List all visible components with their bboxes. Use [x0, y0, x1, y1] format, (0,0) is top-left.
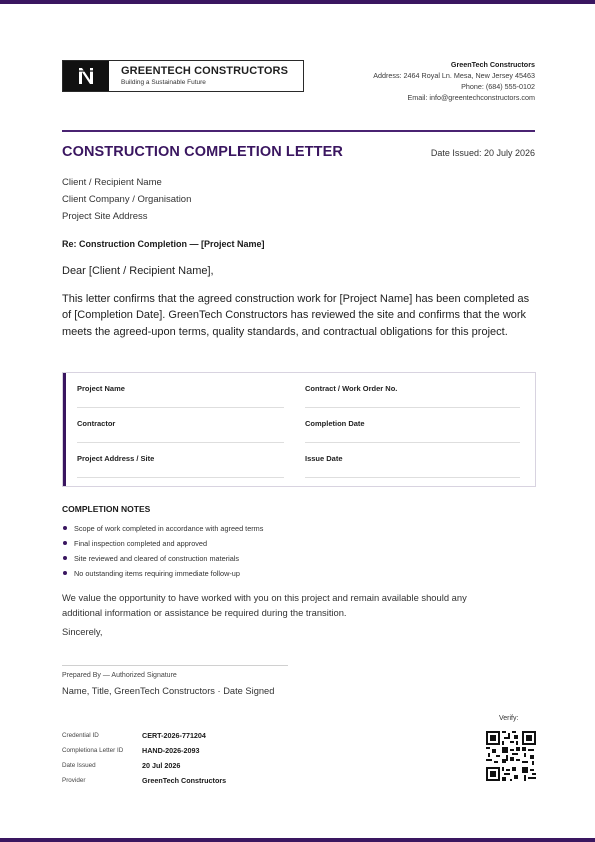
salutation: Dear [Client / Recipient Name],: [62, 265, 214, 277]
list-item: [62, 551, 263, 566]
signature-line: [62, 665, 288, 666]
contact-company-name: GreenTech Constructors: [450, 60, 535, 69]
company-tagline: Building a Sustainable Future: [121, 79, 206, 86]
credential-value: HAND-2026-2093: [142, 746, 200, 755]
field-label: Completion Date: [305, 419, 365, 428]
company-name-logo: GREENTECH CONSTRUCTORS: [121, 65, 289, 77]
field-label: Project Address / Site: [77, 454, 155, 463]
credential-value: CERT-2026-771204: [142, 731, 206, 740]
sign-off: Sincerely,: [62, 626, 103, 637]
document-title: CONSTRUCTION COMPLETION LETTER: [62, 144, 343, 160]
credential-key: Provider: [62, 777, 86, 784]
company-logo-block: [62, 60, 304, 92]
list-item: [62, 521, 263, 536]
credential-table: [62, 728, 226, 788]
top-accent-bar: [0, 0, 595, 4]
field-project-name: [77, 373, 284, 408]
completion-notes-list: [62, 521, 263, 581]
table-row: [62, 728, 226, 743]
credential-value: 20 Jul 2026: [142, 761, 181, 770]
signature-label: Prepared By — Authorized Signature: [62, 672, 177, 679]
qr-code-icon[interactable]: [486, 731, 536, 781]
credential-value: GreenTech Constructors: [142, 776, 227, 785]
header-divider: [62, 130, 535, 132]
field-completion-date: [305, 408, 520, 443]
note-text: No outstanding items requiring immediate follow-up: [74, 569, 240, 578]
bottom-accent-bar: [0, 838, 595, 842]
subject-line: Re: Construction Completion — [Project Name]: [62, 239, 265, 249]
recipient-company: Client Company / Organisation: [62, 194, 192, 205]
credential-key: Credential ID: [62, 732, 99, 739]
field-issue-date: [305, 443, 520, 478]
list-item: [62, 566, 263, 581]
company-logo-icon: [63, 61, 109, 91]
field-label: Issue Date: [305, 454, 343, 463]
project-info-table: [62, 372, 536, 487]
recipient-name: Client / Recipient Name: [62, 177, 162, 188]
field-project-address: [77, 443, 284, 478]
bullet-icon: [63, 556, 67, 560]
field-label: Project Name: [77, 384, 125, 393]
verify-label: Verify:: [499, 715, 519, 722]
closing-paragraph: We value the opportunity to have worked with you on this project and remain available should any additional information or assistance be required during the transition.: [62, 592, 467, 618]
company-contact-block: [373, 59, 535, 103]
field-label: Contractor: [77, 419, 116, 428]
bullet-icon: [63, 526, 67, 530]
credential-key: Completiona Letter ID: [62, 747, 124, 754]
field-contract-no: [305, 373, 520, 408]
contact-phone: Phone: (684) 555-0102: [461, 82, 535, 91]
table-row: [62, 758, 226, 773]
completion-notes-heading: COMPLETION NOTES: [62, 504, 151, 514]
signature-details: Name, Title, GreenTech Constructors · Date Signed: [62, 686, 275, 696]
recipient-site-address: Project Site Address: [62, 211, 148, 222]
credential-key: Date Issued: [62, 762, 96, 769]
recipient-block: [62, 174, 191, 225]
bullet-icon: [63, 571, 67, 575]
intro-paragraph: This letter confirms that the agreed construction work for [Project Name] has been completed as of [Completion Date]. GreenTech Constructors has reviewed the site and confirms that the work meets the agreed-upon terms, quality standards, and contractual obligations for this project.: [62, 293, 530, 338]
field-label: Contract / Work Order No.: [305, 384, 398, 393]
note-text: Site reviewed and cleared of construction materials: [74, 554, 240, 563]
contact-email: Email: info@greentechconstructors.com: [407, 93, 535, 102]
contact-address: Address: 2464 Royal Ln. Mesa, New Jersey 45463: [373, 71, 535, 80]
date-issued: Date Issued: 20 July 2026: [430, 148, 535, 158]
note-text: Final inspection completed and approved: [74, 539, 208, 548]
bullet-icon: [63, 541, 67, 545]
table-row: [62, 743, 226, 758]
list-item: [62, 536, 263, 551]
field-contractor: [77, 408, 284, 443]
table-row: [62, 773, 226, 788]
info-accent-bar: [63, 373, 66, 486]
note-text: Scope of work completed in accordance with agreed terms: [74, 524, 264, 533]
